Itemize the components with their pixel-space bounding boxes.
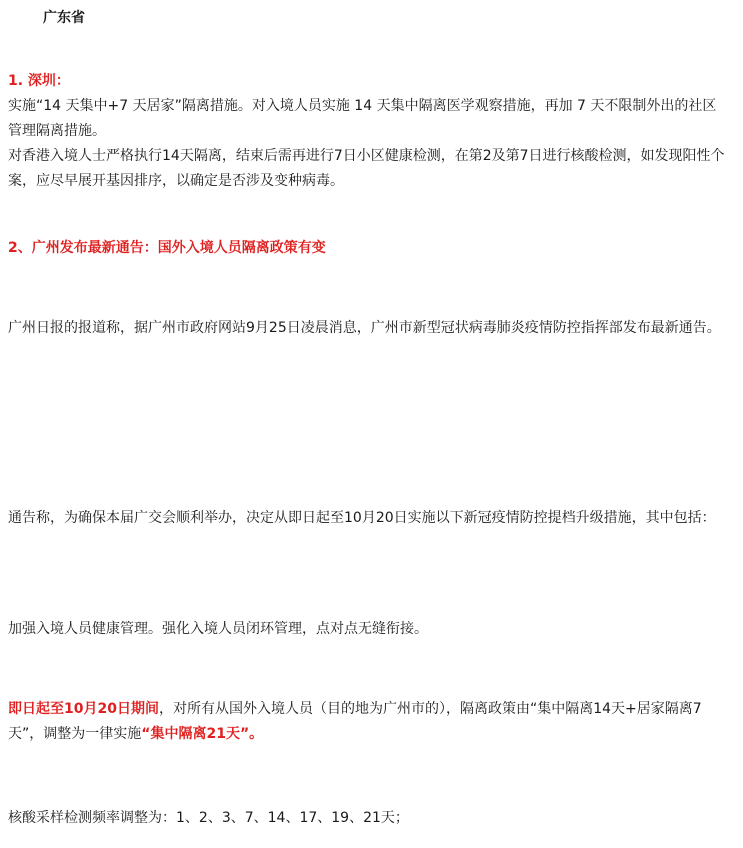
shenzhen-heading: 1. 深圳： xyxy=(8,73,70,89)
quarantine-policy-paragraph xyxy=(8,697,728,747)
notice-paragraph: 通告称，为确保本届广交会顺利举办，决定从即日起至10月20日实施以下新冠疫情防控提档升级措施，其中包括： xyxy=(8,510,716,526)
period-highlight: 即日起至10月20日期间 xyxy=(8,701,159,717)
testing-frequency-paragraph: 核酸采样检测频率调整为：1、2、3、7、14、17、19、21天； xyxy=(8,810,409,826)
hongkong-policy-paragraph: 对香港入境人士严格执行14天隔离，结束后需再进行7日小区健康检测，在第2及第7日进行核酸检测，如发现阳性个案，应尽早展开基因排序，以确定是否涉及变种病毒。 xyxy=(8,148,725,189)
guangzhou-report-paragraph: 广州日报的报道称，据广州市政府网站9月25日凌晨消息，广州市新型冠状病毒肺炎疫情防控指挥部发布最新通告。 xyxy=(8,320,721,336)
policy-change-text: ，对所有从国外入境人员（目的地为广州市的），隔离政策由“集中隔离14天+居家隔离7天”，调整为一律实施 xyxy=(8,701,702,742)
health-management-paragraph: 加强入境人员健康管理。强化入境人员闭环管理，点对点无缝衔接。 xyxy=(8,621,428,637)
province-heading: 广东省 xyxy=(43,10,85,26)
quarantine-21-highlight: “集中隔离21天”。 xyxy=(141,726,264,742)
shenzhen-policy-paragraph: 实施“14 天集中+7 天居家”隔离措施。对入境人员实施 14 天集中隔离医学观察措施，再加 7 天不限制外出的社区管理隔离措施。 xyxy=(8,98,717,139)
guangzhou-heading: 2、广州发布最新通告：国外入境人员隔离政策有变 xyxy=(8,240,326,256)
